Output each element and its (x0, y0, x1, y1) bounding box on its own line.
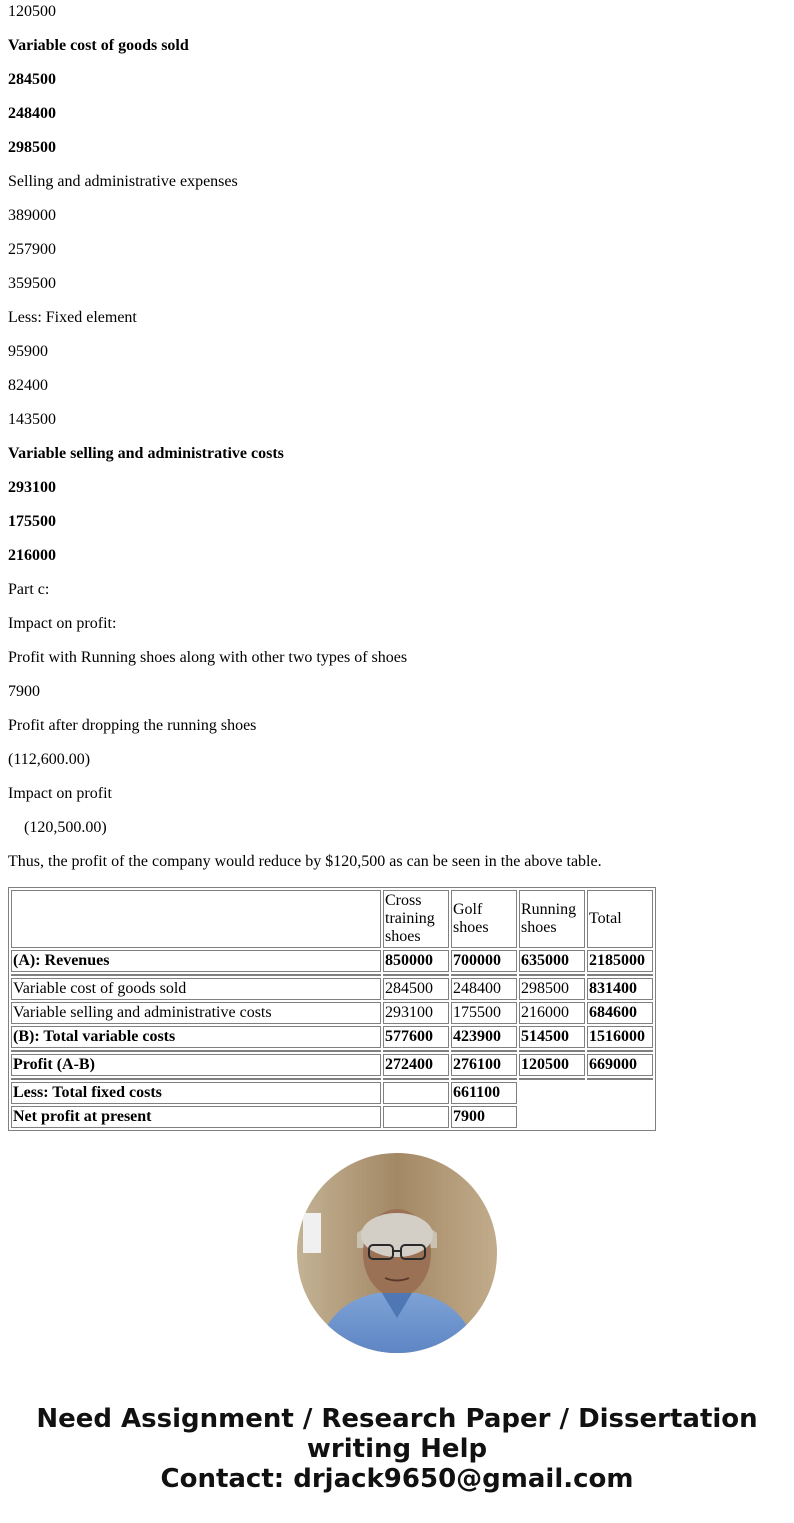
table-cell: 7900 (451, 1106, 517, 1128)
table-row-label: Variable selling and administrative costs (11, 1002, 381, 1024)
table-cell: 577600 (383, 1026, 449, 1048)
table-cell: 669000 (587, 1054, 653, 1076)
table-cell-empty (383, 1082, 449, 1104)
table-row-label: Less: Total fixed costs (11, 1082, 381, 1104)
table-row-net-profit (11, 1106, 653, 1128)
text-line: 389000 (8, 207, 56, 224)
table-cell: 661100 (451, 1082, 517, 1104)
avatar (297, 1153, 497, 1353)
table-separator (11, 1078, 653, 1080)
footer-line: writing Help (306, 1434, 488, 1464)
table-separator (11, 1050, 653, 1052)
text-line: Impact on profit: (8, 615, 117, 632)
text-line: Selling and administrative expenses (8, 173, 238, 190)
avatar-photo (297, 1153, 497, 1353)
text-line: 95900 (8, 343, 48, 360)
table-header-cell: Golf shoes (451, 890, 517, 948)
table-cell: 850000 (383, 950, 449, 972)
table-row-label: (A): Revenues (11, 950, 381, 972)
text-line: Variable selling and administrative costs (8, 445, 284, 462)
table-header-cell: Total (587, 890, 653, 948)
text-line: Less: Fixed element (8, 309, 137, 326)
table-cell: 1516000 (587, 1026, 653, 1048)
table-cell: 272400 (383, 1054, 449, 1076)
table-row-fixed-costs (11, 1082, 653, 1104)
financial-table (8, 887, 656, 1131)
table-header-cell: Running shoes (519, 890, 585, 948)
text-line: 284500 (8, 71, 56, 88)
table-cell: 684600 (587, 1002, 653, 1024)
table-header-cell: Cross training shoes (383, 890, 449, 948)
text-line: (120,500.00) (8, 819, 107, 836)
table-header-blank (11, 890, 381, 948)
footer-line: Contact: drjack9650@gmail.com (160, 1464, 634, 1494)
table-row-label: Net profit at present (11, 1106, 381, 1128)
text-line: 216000 (8, 547, 56, 564)
table-cell: 423900 (451, 1026, 517, 1048)
table-cell: 248400 (451, 978, 517, 1000)
table-cell: 700000 (451, 950, 517, 972)
table-cell: 298500 (519, 978, 585, 1000)
table-cell: 175500 (451, 1002, 517, 1024)
text-line: 248400 (8, 105, 56, 122)
table-cell: 2185000 (587, 950, 653, 972)
table-row-label: Profit (A-B) (11, 1054, 381, 1076)
footer-banner (0, 1404, 794, 1494)
table-cell: 635000 (519, 950, 585, 972)
table-cell: 831400 (587, 978, 653, 1000)
table-row-label: Variable cost of goods sold (11, 978, 381, 1000)
text-line: 293100 (8, 479, 56, 496)
table-separator (11, 974, 653, 976)
table-cell-empty (383, 1106, 449, 1128)
table-cell: 293100 (383, 1002, 449, 1024)
text-line: 143500 (8, 411, 56, 428)
table-cell: 120500 (519, 1054, 585, 1076)
text-line: 175500 (8, 513, 56, 530)
text-line: 120500 (8, 3, 56, 20)
table-header-row (11, 890, 653, 948)
text-line: Profit with Running shoes along with other two types of shoes (8, 649, 408, 666)
text-line: Part c: (8, 581, 50, 598)
table-row-profit (11, 1054, 653, 1076)
table-row-vcogs (11, 978, 653, 1000)
footer-line: Need Assignment / Research Paper / Dissertation (36, 1404, 758, 1434)
table-cell: 284500 (383, 978, 449, 1000)
table-row-total-variable (11, 1026, 653, 1048)
text-line: 82400 (8, 377, 48, 394)
table-row-label: (B): Total variable costs (11, 1026, 381, 1048)
table-cell: 514500 (519, 1026, 585, 1048)
table-cell: 216000 (519, 1002, 585, 1024)
table-cell: 276100 (451, 1054, 517, 1076)
text-line: 7900 (8, 683, 40, 700)
text-line: Thus, the profit of the company would reduce by $120,500 as can be seen in the above table. (8, 853, 602, 870)
text-line: Variable cost of goods sold (8, 37, 189, 54)
text-line: 257900 (8, 241, 56, 258)
table-row-revenues (11, 950, 653, 972)
text-line: 298500 (8, 139, 56, 156)
text-line: Impact on profit (8, 785, 112, 802)
table-row-vsac (11, 1002, 653, 1024)
text-line: (112,600.00) (8, 751, 91, 768)
text-line: 359500 (8, 275, 56, 292)
text-line: Profit after dropping the running shoes (8, 717, 257, 734)
